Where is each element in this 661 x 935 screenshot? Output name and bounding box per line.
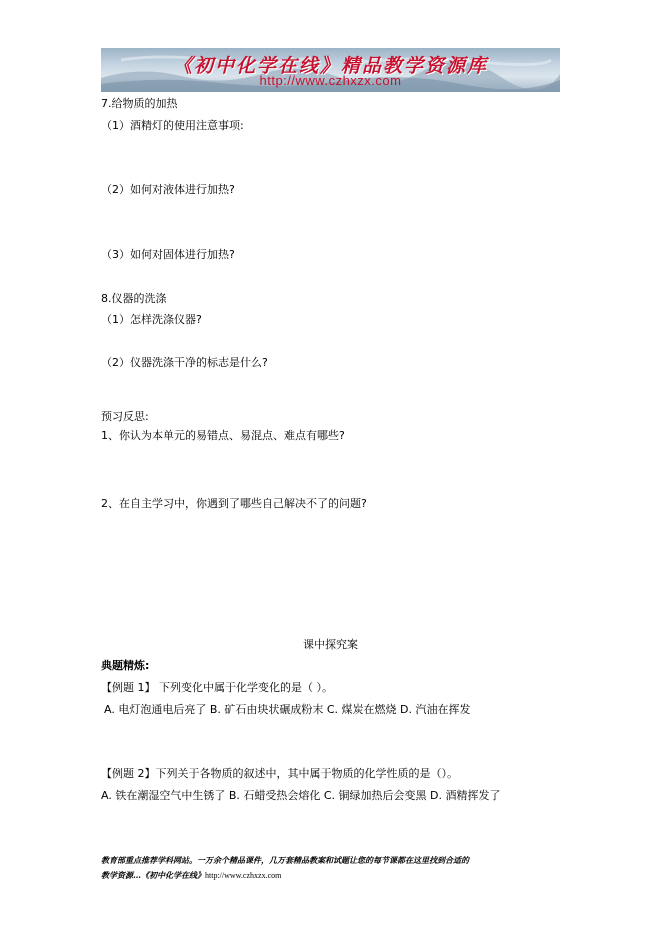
section-7-question-2: （2）如何对液体进行加热? [101, 183, 235, 196]
footer-url-link[interactable]: http://www.czhxzx.com [205, 871, 282, 880]
section-7-question-1: （1）酒精灯的使用注意事项: [101, 119, 244, 132]
section-8-question-1: （1）怎样洗涤仪器? [101, 313, 202, 326]
section-7-title: 7.给物质的加热 [101, 97, 178, 110]
inclass-heading: 课中探究案 [303, 638, 358, 651]
header-banner [101, 48, 560, 92]
example-2-options: A. 铁在潮湿空气中生锈了 B. 石蜡受热会熔化 C. 铜绿加热后会变黑 D. 酒精挥发了 [101, 789, 501, 802]
reflection-title: 预习反思: [101, 410, 149, 423]
reflection-question-2: 2、在自主学习中，你遇到了哪些自己解决不了的问题? [101, 497, 367, 510]
example-1-question: 【例题 1】 下列变化中属于化学变化的是（ ）。 [101, 681, 333, 694]
section-8-title: 8.仪器的洗涤 [101, 292, 167, 305]
section-8-question-2: （2）仪器洗涤干净的标志是什么? [101, 356, 268, 369]
footer-line-2 [101, 870, 281, 881]
example-1-options: A. 电灯泡通电后亮了 B. 矿石由块状碾成粉末 C. 煤炭在燃烧 D. 汽油在挥发 [104, 703, 471, 716]
footer-site-name: 教学资源…《初中化学在线》 [101, 870, 205, 880]
footer-line-1: 教育部重点推荐学科网站。一万余个精品课件，几万套精品教案和试题让您的每节课都在这里找到合适的 [101, 855, 469, 865]
reflection-question-1: 1、你认为本单元的易错点、易混点、难点有哪些? [101, 429, 345, 442]
banner-title: 《初中化学在线》精品教学资源库 [172, 55, 488, 77]
section-7-question-3: （3）如何对固体进行加热? [101, 248, 235, 261]
inclass-subheading: 典题精炼: [101, 659, 150, 672]
banner-url[interactable]: http://www.czhxzx.com [259, 73, 402, 88]
example-2-question: 【例题 2】下列关于各物质的叙述中，其中属于物质的化学性质的是（）。 [101, 767, 458, 780]
